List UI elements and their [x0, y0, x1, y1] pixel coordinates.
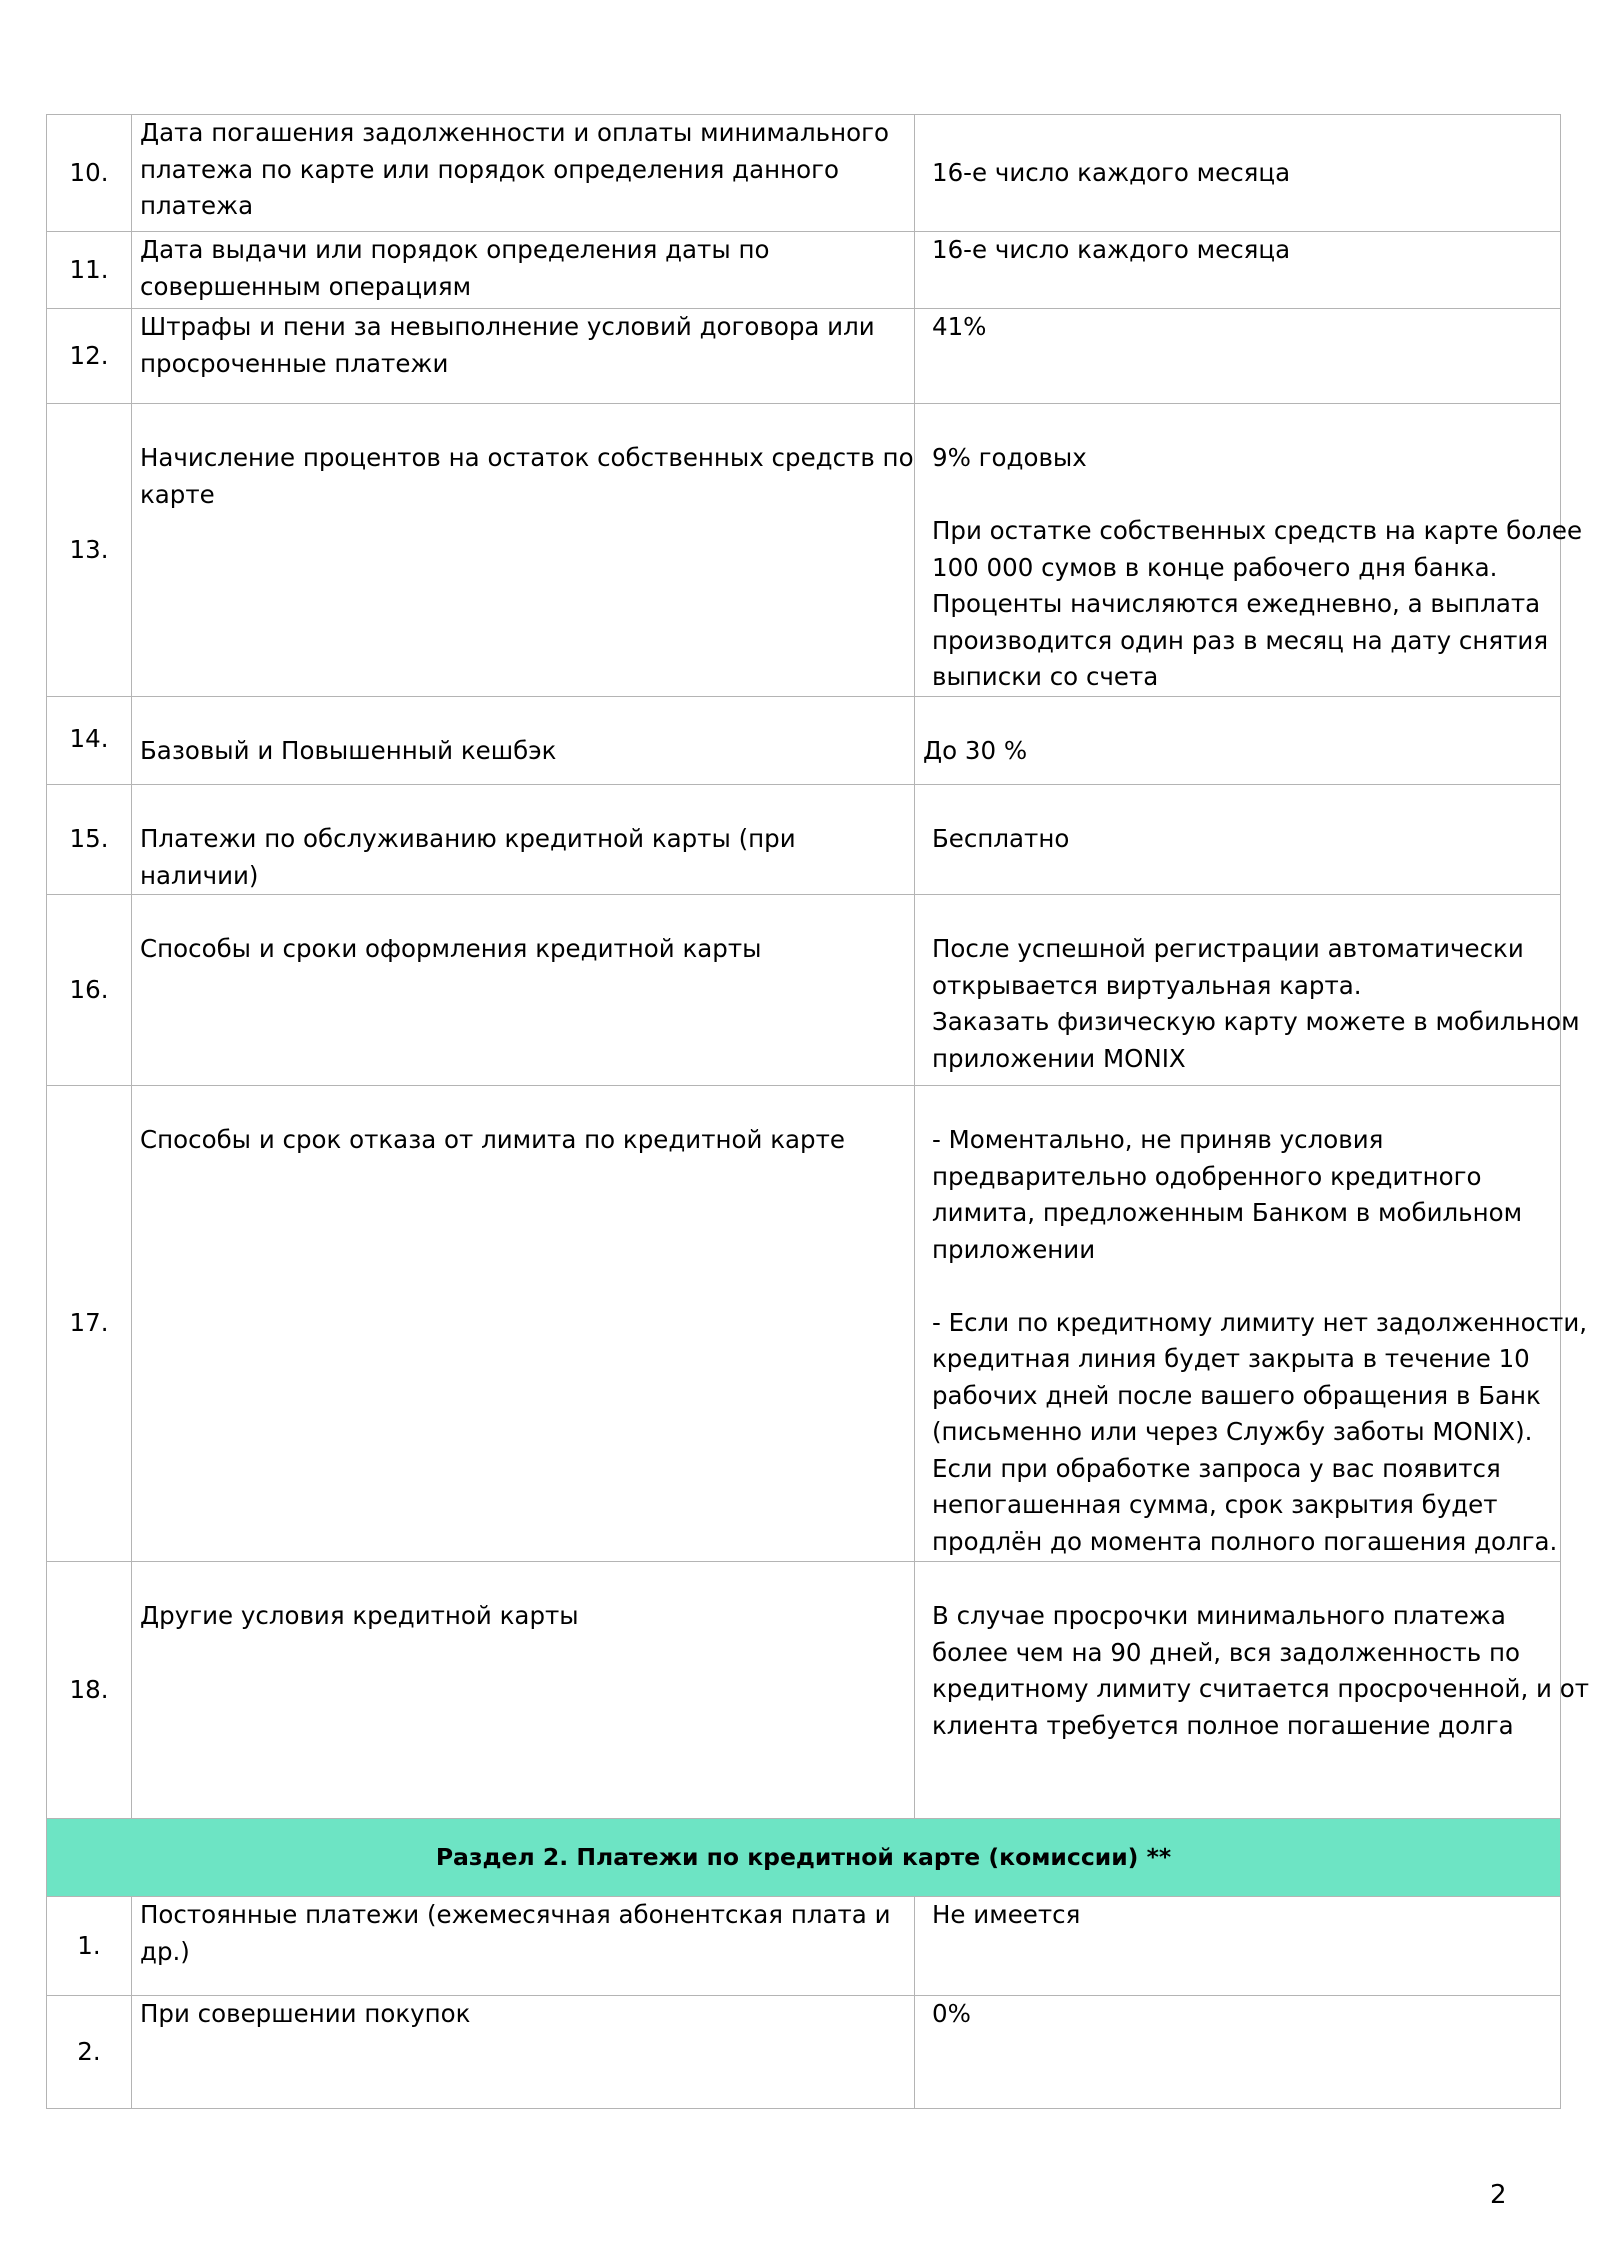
- row-label: Способы и сроки оформления кредитной карты: [132, 895, 915, 1086]
- row-number: 1.: [47, 1897, 132, 1996]
- row-value: 0%: [915, 1996, 1561, 2109]
- row-value: 41%: [915, 309, 1561, 404]
- page-number: 2: [1490, 2180, 1507, 2210]
- section-title: Раздел 2. Платежи по кредитной карте (комиссии) **: [47, 1819, 1561, 1897]
- table-row: [47, 1086, 1561, 1562]
- row-label: Другие условия кредитной карты: [132, 1562, 915, 1819]
- table-row: [47, 1562, 1561, 1819]
- row-number: 11.: [47, 232, 132, 309]
- row-value: До 30 %: [915, 697, 1561, 785]
- table-row: [47, 697, 1561, 785]
- row-number: 13.: [47, 404, 132, 697]
- row-number: 16.: [47, 895, 132, 1086]
- row-number: 2.: [47, 1996, 132, 2109]
- row-number: 18.: [47, 1562, 132, 1819]
- row-value: В случае просрочки минимального платежа более чем на 90 дней, вся задолженность по кредитному лимиту считается просроченной, и от клиента требуется полное погашение долга: [915, 1562, 1561, 1819]
- row-label: При совершении покупок: [132, 1996, 915, 2109]
- row-label: Дата погашения задолженности и оплаты минимального платежа по карте или порядок определения данного платежа: [132, 115, 915, 232]
- credit-card-terms-table: [46, 114, 1589, 2109]
- row-number: 15.: [47, 785, 132, 895]
- row-value: Бесплатно: [915, 785, 1561, 895]
- table-row: [47, 309, 1561, 404]
- row-number: 12.: [47, 309, 132, 404]
- table-row: [47, 115, 1561, 232]
- row-label: Платежи по обслуживанию кредитной карты (при наличии): [132, 785, 915, 895]
- table-row: [47, 232, 1561, 309]
- table-row: [47, 404, 1561, 697]
- row-value: 16-е число каждого месяца: [915, 232, 1561, 309]
- row-number: 10.: [47, 115, 132, 232]
- row-label: Постоянные платежи (ежемесячная абонентская плата и др.): [132, 1897, 915, 1996]
- row-value: Не имеется: [915, 1897, 1561, 1996]
- row-value: 16-е число каждого месяца: [915, 115, 1561, 232]
- table-row: [47, 895, 1561, 1086]
- row-value: - Моментально, не приняв условия предварительно одобренного кредитного лимита, предложенным Банком в мобильном приложении - Если по кредитному лимиту нет задолженности, кредитная линия будет закрыта в течение 10 рабочих дней после вашего обращения в Банк (письменно или через Службу заботы MONIX). Если при обработке запроса у вас появится непогашенная сумма, срок закрытия будет продлён до момента полного погашения долга.: [915, 1086, 1561, 1562]
- table-row: [47, 785, 1561, 895]
- table-row: [47, 1897, 1561, 1996]
- row-label: Штрафы и пени за невыполнение условий договора или просроченные платежи: [132, 309, 915, 404]
- row-label: Начисление процентов на остаток собственных средств по карте: [132, 404, 915, 697]
- section-header: [47, 1819, 1561, 1897]
- row-label: Дата выдачи или порядок определения даты по совершенным операциям: [132, 232, 915, 309]
- row-label: Способы и срок отказа от лимита по кредитной карте: [132, 1086, 915, 1562]
- row-label: Базовый и Повышенный кешбэк: [132, 697, 915, 785]
- table-row: [47, 1996, 1561, 2109]
- row-value: 9% годовых При остатке собственных средств на карте более 100 000 сумов в конце рабочего дня банка. Проценты начисляются ежедневно, а выплата производится один раз в месяц на дату снятия выписки со счета: [915, 404, 1561, 697]
- row-number: 17.: [47, 1086, 132, 1562]
- row-value: После успешной регистрации автоматически открывается виртуальная карта. Заказать физическую карту можете в мобильном приложении MONIX: [915, 895, 1561, 1086]
- row-number: 14.: [47, 697, 132, 785]
